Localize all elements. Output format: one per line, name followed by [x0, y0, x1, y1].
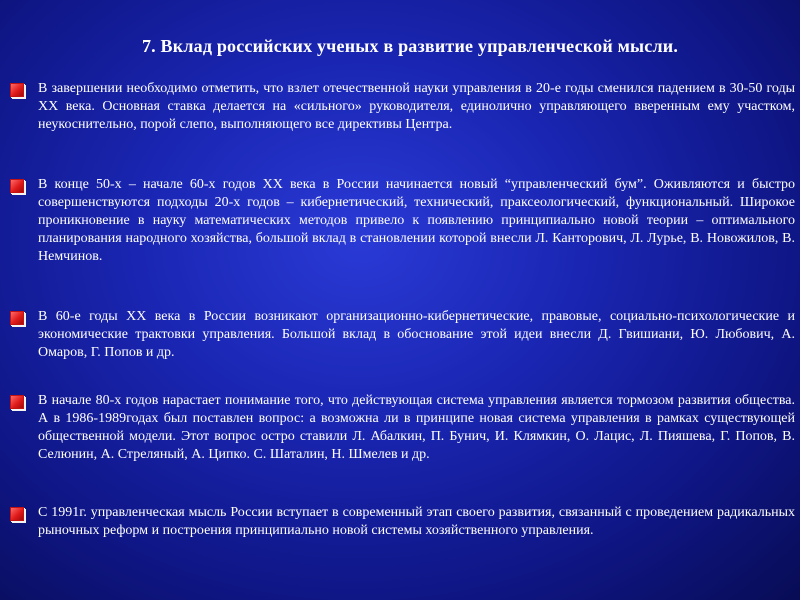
slide-title: 7. Вклад российских ученых в развитие управленческой мысли. — [141, 36, 679, 56]
bullet-text: В конце 50-х – начале 60-х годов XX века в России начинается новый “управленческий бум”. Оживляются и быстро совершенствуются подходы 20-х годов – кибернетический, технический, праксеологический, функциональный. Широкое проникновение в науку математических методов привело к появлению принципиально новой теории – оптимального планирования народного хозяйства, большой вклад в становлении которой внесли Л. Канторович, Л. Лурье, В. Новожилов, В. Немчинов. — [38, 177, 795, 264]
red-square-bullet-icon — [10, 83, 24, 97]
red-square-bullet-icon — [10, 311, 24, 325]
bullet-text: В завершении необходимо отметить, что взлет отечественной науки управления в 20-е годы сменился падением в 30-50 годы XX века. Основная ставка делается на «сильного» руководителя, единолично управляющего вверенным ему участком, неукоснительно, порой слепо, выполняющего все директивы Центра. — [38, 81, 795, 132]
red-square-bullet-icon — [10, 395, 24, 409]
red-square-bullet-icon — [10, 179, 24, 193]
bullet-text: В начале 80-х годов нарастает понимание того, что действующая система управления является тормозом развития общества. А в 1986-1989годах был поставлен вопрос: а возможна ли в принципе новая система управления в рамках существующей общественной модели. Этот вопрос остро ставили Л. Абалкин, П. Бунич, И. Клямкин, О. Лацис, Л. Пияшева, Г. Попов, В. Селюнин, А. Стреляный, А. Ципко. С. Шаталин, Н. Шмелев и др. — [38, 393, 795, 462]
bullet-text: В 60-е годы XX века в России возникают организационно-кибернетические, правовые, социально-психологические и экономические трактовки управления. Большой вклад в обоснование этой идеи внесли Д. Гвишиани, Ю. Любович, А. Омаров, Г. Попов и др. — [38, 309, 795, 360]
bullet-text: С 1991г. управленческая мысль России вступает в современный этап своего развития, связанный с проведением радикальных рыночных реформ и построения принципиально новой системы хозяйственного управления. — [38, 505, 795, 538]
red-square-bullet-icon — [10, 507, 24, 521]
